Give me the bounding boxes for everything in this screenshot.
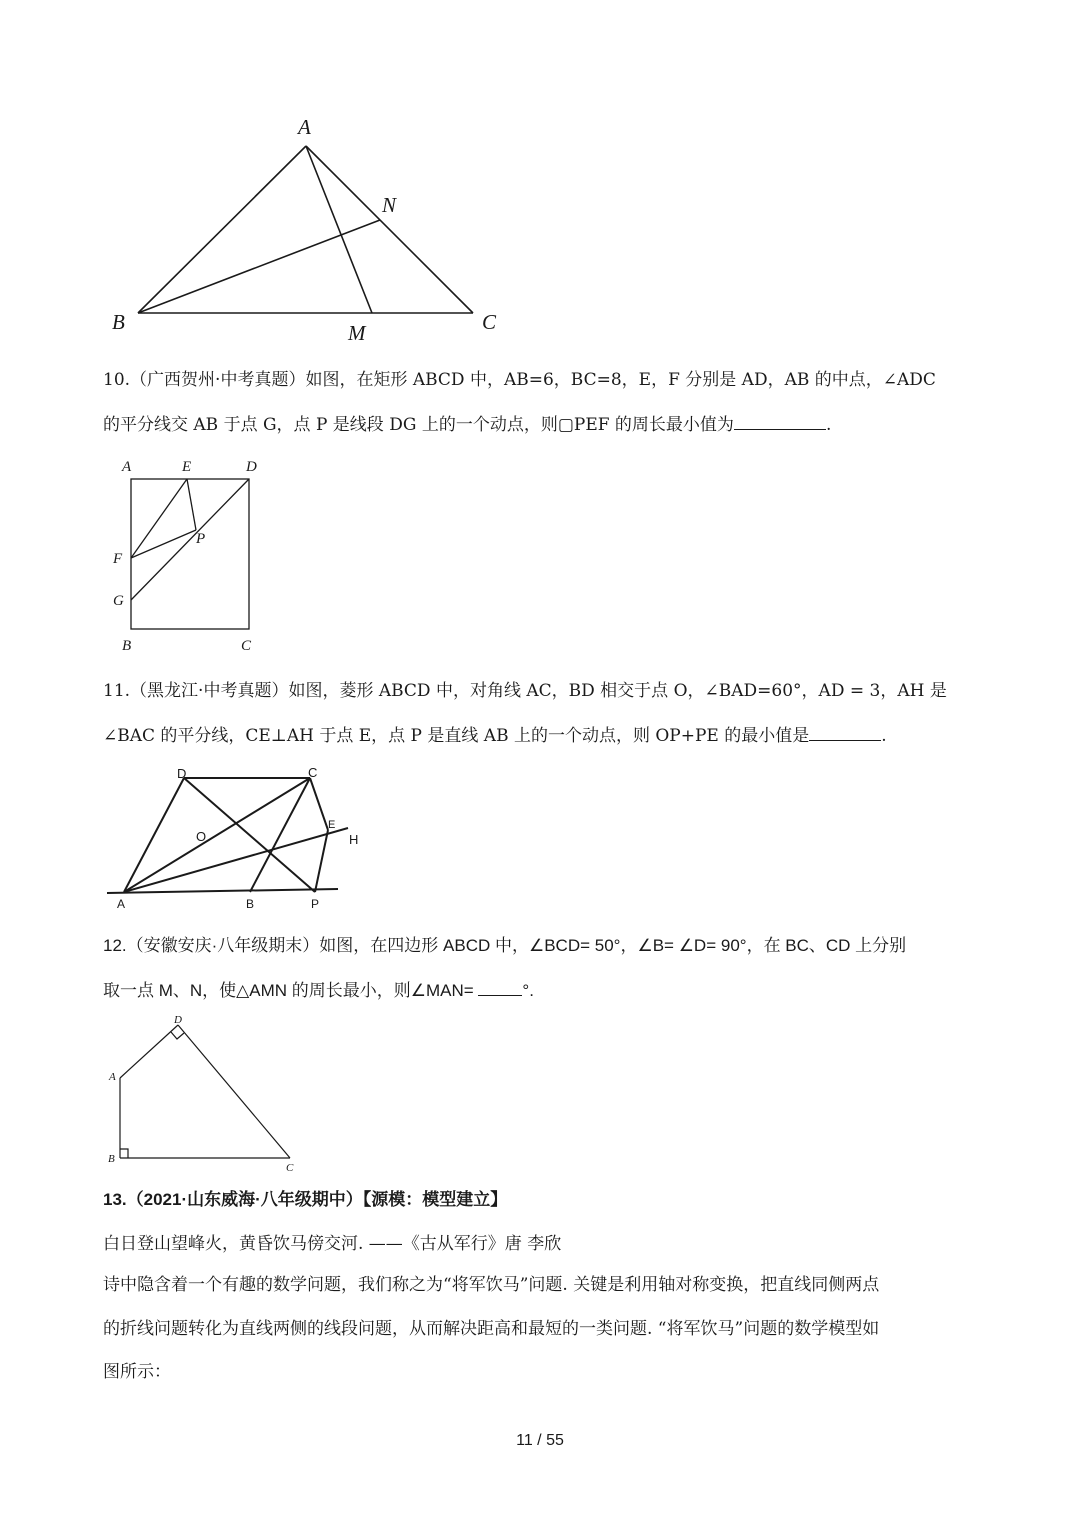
label-b: B (246, 897, 255, 911)
q13-line2: 白日登山望峰火，黄昏饮马傍交河. ——《古从军行》唐 李欣 (103, 1234, 562, 1254)
q13-line1: 13.（2021·山东威海·八年级期中）【源模：模型建立】 (103, 1190, 508, 1209)
label-c: C (241, 638, 252, 654)
label-d: D (246, 459, 257, 475)
label-c: C (482, 310, 497, 334)
label-c: C (308, 765, 318, 780)
q13-line4: 的折线问题转化为直线两侧的线段问题，从而解决距高和最短的一类问题. “将军饮马”问题的数学模型如 (103, 1319, 880, 1339)
q10-line1: 10.（广西贺州·中考真题）如图，在矩形 ABCD 中，AB=6，BC=8，E，F 分别是 AD，AB 的中点，∠ADC (103, 370, 936, 390)
triangle-figure-abc (100, 110, 520, 350)
q11-line1: 11.（黑龙江·中考真题）如图，菱形 ABCD 中，对角线 AC，BD 相交于点 O，∠BAD=60°，AD = 3，AH 是 (103, 681, 947, 701)
q11-answer-blank[interactable] (809, 723, 881, 741)
q11-line2-text: ∠BAC 的平分线，CE⊥AH 于点 E，点 P 是直线 AB 上的一个动点，则 OP+PE 的最小值是 (103, 726, 810, 746)
label-d: D (177, 766, 187, 781)
q12-line1: 12.（安徽安庆·八年级期末）如图，在四边形 ABCD 中，∠BCD= 50°，∠B= ∠D= 90°，在 BC、CD 上分别 (103, 936, 907, 955)
q10-answer-blank[interactable] (734, 412, 826, 430)
label-e: E (182, 459, 192, 475)
rectangle-figure-abcd (108, 455, 278, 655)
q12-line2-end: °. (522, 981, 534, 1000)
label-o: O (196, 829, 207, 844)
label-a: A (109, 1071, 116, 1083)
quadrilateral-figure-abcd (100, 1010, 310, 1180)
q10-line2-text: 的平分线交 AB 于点 G，点 P 是线段 DG 上的一个动点，则▢PEF 的周长最小值为 (103, 415, 734, 435)
q13-line5: 图所示： (103, 1362, 171, 1382)
q13-line3: 诗中隐含着一个有趣的数学问题，我们称之为“将军饮马”问题. 关键是利用轴对称变换，把直线同侧两点 (103, 1275, 880, 1295)
q12-line2 (103, 978, 983, 1003)
q11-line2-end: . (881, 726, 887, 746)
label-e: E (328, 819, 336, 831)
rhombus-figure-abcd (100, 762, 370, 912)
label-d: D (174, 1014, 182, 1026)
label-p: P (311, 897, 320, 911)
label-f: F (113, 551, 123, 567)
label-c: C (286, 1162, 294, 1174)
label-h: H (349, 832, 359, 847)
label-p: P (196, 531, 206, 547)
label-b: B (122, 638, 132, 654)
label-g: G (113, 593, 124, 609)
label-a: A (117, 897, 126, 911)
label-a: A (298, 115, 311, 139)
q12-answer-blank[interactable] (478, 978, 522, 996)
label-b: B (108, 1153, 115, 1165)
label-a: A (122, 459, 132, 475)
label-m: M (348, 321, 366, 345)
label-b: B (112, 310, 125, 334)
q10-line2 (103, 412, 983, 437)
page-number: 11 / 55 (516, 1432, 564, 1449)
q11-line2 (103, 723, 983, 748)
label-n: N (382, 193, 397, 217)
q10-line2-end: . (825, 415, 832, 435)
q12-line2-text: 取一点 M、N，使△AMN 的周长最小，则∠MAN= (103, 981, 474, 1000)
